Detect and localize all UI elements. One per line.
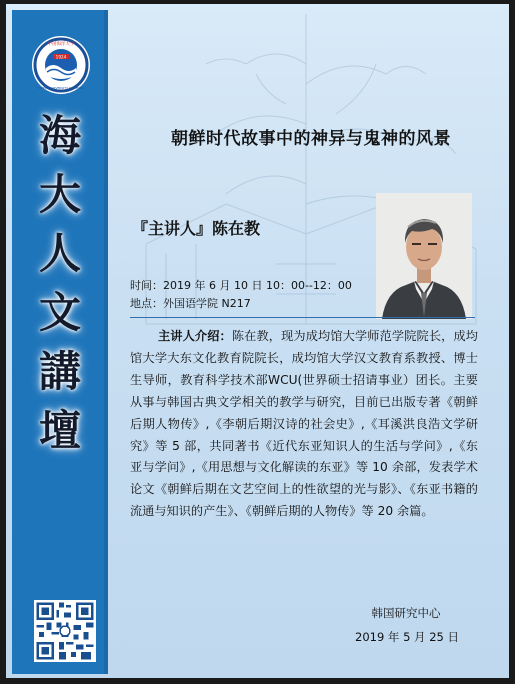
time-label: 时间： <box>130 279 163 292</box>
intro-label: 主讲人介绍： <box>158 329 232 343</box>
vertical-title-char: 文 <box>38 288 81 337</box>
speaker-portrait <box>376 193 472 319</box>
location-label: 地点： <box>130 297 163 310</box>
divider-line <box>130 317 475 318</box>
speaker-label: 主讲人 <box>148 219 197 238</box>
bracket-close: 』 <box>196 219 213 238</box>
svg-text:OCEAN UNIVERSITY OF CHINA: OCEAN UNIVERSITY OF CHINA <box>38 86 84 90</box>
time-line <box>130 277 352 293</box>
speaker-name: 陈在教 <box>212 219 261 238</box>
location-line <box>130 295 251 311</box>
issue-date: 2019 年 5 月 25 日 <box>355 630 459 644</box>
qr-code-icon[interactable] <box>34 600 96 662</box>
speaker-heading <box>132 216 260 239</box>
vertical-title-char: 海 <box>38 111 81 160</box>
vertical-title-char: 人 <box>38 229 81 278</box>
svg-text:中国海洋大学: 中国海洋大学 <box>47 42 75 47</box>
time-value: 2019 年 6 月 10 日 10：00--12：00 <box>163 279 352 292</box>
ocean-university-of-china-logo-icon <box>31 35 91 95</box>
svg-text:1924: 1924 <box>55 54 67 60</box>
lecture-poster <box>6 4 509 678</box>
bracket-open: 『 <box>132 219 149 238</box>
organizer: 韩国研究中心 <box>371 606 441 620</box>
lecture-title: 朝鲜时代故事中的神异与鬼神的风景 <box>171 129 451 149</box>
vertical-title-char: 壇 <box>38 406 81 455</box>
location-value: 外国语学院 N217 <box>163 297 251 310</box>
speaker-introduction <box>130 326 478 523</box>
vertical-title-char: 大 <box>38 170 81 219</box>
vertical-forum-title <box>12 106 108 460</box>
vertical-title-char: 講 <box>38 347 81 396</box>
left-sidebar <box>12 10 108 674</box>
intro-text: 陈在教，现为成均馆大学师范学院院长，成均馆大学大东文化教育院院长，成均馆大学汉文教育系教授、博士生导师，教育科学技术部WCU(世界硕士招请事业）团长。主要从事与韩国古典文学相关的教学与研究，目前已出版专著《朝鲜后期人物传》,《李朝后期汉诗的社会史》,《耳溪洪良浩文学研究》等 5 部，共同著书《近代东亚知识人的生活与学问》,《东亚与学问》,《用思想与文化解读的东亚》等 10 余部，发表学术论文《朝鲜后期在文艺空间上的性欲望的光与影》、《东亚书籍的流通与知识的产生》、《朝鲜后期的人物传》等 20 余篇。 <box>130 329 478 519</box>
